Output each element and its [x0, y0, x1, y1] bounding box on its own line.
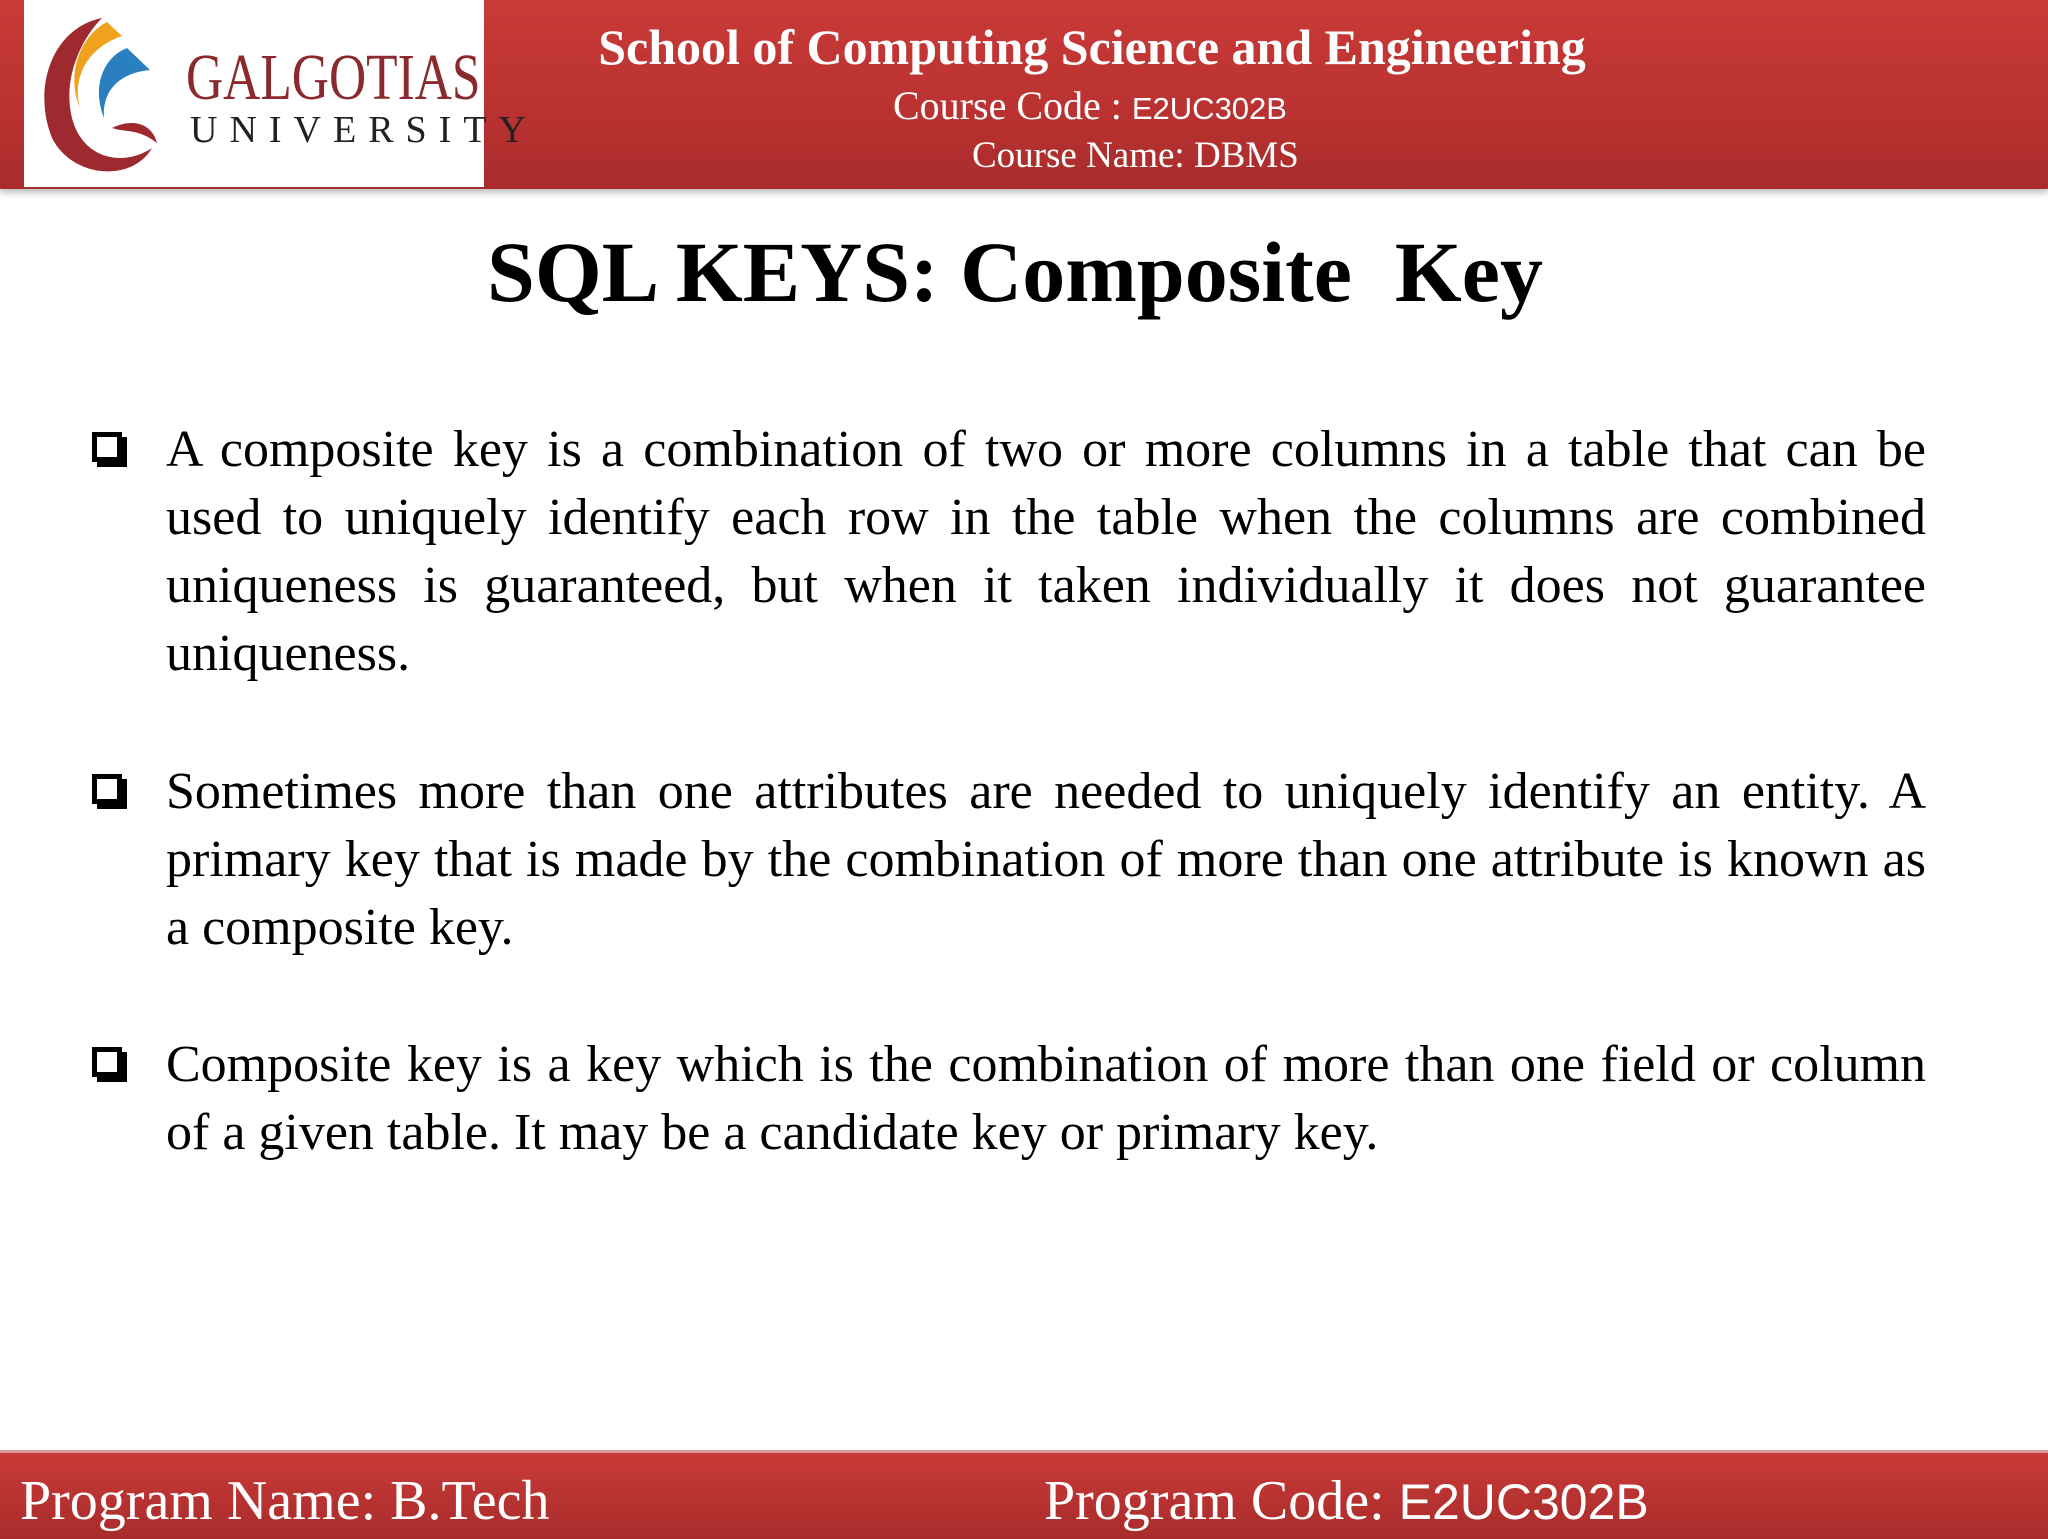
- checkbox-bullet-icon: [92, 774, 122, 804]
- program-code: [1044, 1469, 1649, 1533]
- logo-subtitle: UNIVERSITY: [190, 109, 538, 151]
- checkbox-bullet-icon: [92, 1047, 122, 1077]
- bullet-text: A composite key is a combination of two or more columns in a table that can be used to uniquely identify each row in the table when the columns are combined uniqueness is guaranteed, but when it taken individually it does not guarantee uniqueness.: [166, 421, 1926, 682]
- course-code-value: E2UC302B: [1131, 91, 1287, 126]
- bullet-text: Sometimes more than one attributes are needed to uniquely identify an entity. A primary key that is made by the combination of more than one attribute is known as a composite key.: [166, 763, 1926, 956]
- course-code: [893, 82, 1287, 129]
- program-code-label: Program Code:: [1044, 1470, 1399, 1532]
- bullet-text: Composite key is a key which is the combination of more than one field or column of a given table. It may be a candidate key or primary key.: [166, 1036, 1926, 1161]
- slide-footer: [0, 1450, 2048, 1539]
- slide-title: SQL KEYS: Composite Key: [487, 224, 1543, 320]
- bullet-item: [92, 758, 1926, 962]
- school-name: School of Computing Science and Engineering: [598, 19, 1586, 75]
- program-code-value: E2UC302B: [1398, 1474, 1649, 1530]
- logo-name: GALGOTIAS: [186, 41, 481, 114]
- slide-header: [0, 0, 2048, 189]
- logo-swirl-icon: [32, 8, 172, 180]
- course-name: Course Name: DBMS: [972, 135, 1299, 176]
- bullet-item: [92, 416, 1926, 688]
- program-name: Program Name: B.Tech: [20, 1470, 550, 1532]
- course-code-label: Course Code :: [893, 83, 1132, 128]
- bullet-item: [92, 1031, 1926, 1167]
- university-logo: [24, 0, 538, 187]
- checkbox-bullet-icon: [92, 432, 122, 462]
